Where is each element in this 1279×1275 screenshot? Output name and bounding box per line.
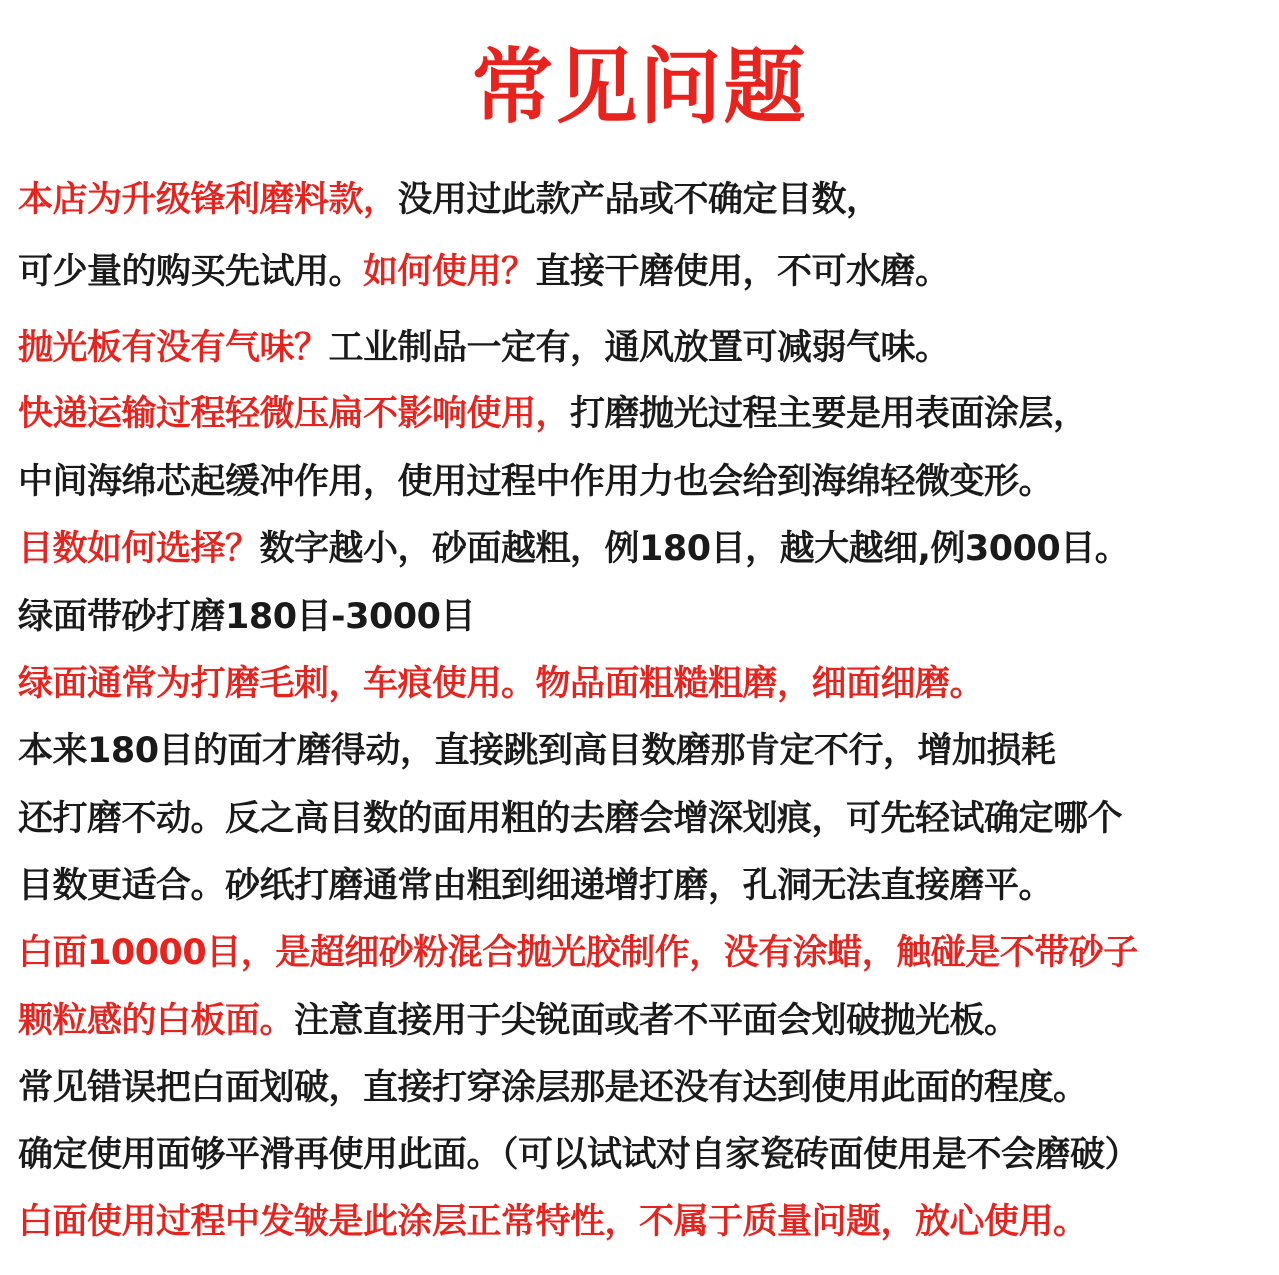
body-text: 还打磨不动。反之高目数的面用粗的去磨会增深划痕，可先轻试确定哪个 — [18, 799, 1123, 839]
faq-line — [18, 457, 1273, 507]
page-title: 常见问题 — [471, 40, 808, 135]
answer-text: 直接干磨使用，不可水磨。 — [535, 252, 950, 292]
body-text: 可少量的购买先试用。 — [18, 252, 364, 292]
faq-line — [18, 726, 1273, 776]
body-text: 绿面带砂打磨180目-3000目 — [18, 597, 475, 637]
body-text: 常见错误把白面划破，直接打穿涂层那是还没有达到使用此面的程度。 — [18, 1068, 1088, 1108]
faq-line — [18, 1063, 1273, 1113]
faq-line — [18, 1130, 1273, 1180]
answer-text: 数字越小，砂面越粗，例180目，越大越细,例3000目。 — [259, 529, 1130, 569]
highlight-text: 本店为升级锋利磨料款， — [18, 180, 398, 220]
question-text: 如何使用？ — [363, 252, 536, 292]
faq-line — [18, 1197, 1273, 1247]
highlight-text: 颗粒感的白板面。 — [18, 1001, 295, 1041]
body-text: 注意直接用于尖锐面或者不平面会划破抛光板。 — [294, 1001, 1019, 1041]
highlight-text: 白面使用过程中发皱是此涂层正常特性，不属于质量问题，放心使用。 — [18, 1202, 1088, 1242]
highlight-text: 白面10000目，是超细砂粉混合抛光胶制作，没有涂蜡，触碰是不带砂子 — [18, 933, 1138, 973]
body-text: 没用过此款产品或不确定目数， — [397, 180, 881, 220]
faq-line — [18, 175, 1273, 225]
faq-line — [18, 928, 1273, 978]
body-text: 确定使用面够平滑再使用此面。（可以试试对自家瓷砖面使用是不会磨破） — [18, 1135, 1140, 1175]
highlight-text: 绿面通常为打磨毛刺，车痕使用。物品面粗糙粗磨，细面细磨。 — [18, 664, 985, 704]
faq-line — [18, 861, 1273, 911]
faq-line — [18, 996, 1273, 1046]
answer-text: 工业制品一定有，通风放置可减弱气味。 — [328, 328, 950, 368]
question-text: 抛光板有没有气味？ — [18, 328, 329, 368]
faq-line — [18, 659, 1273, 709]
question-text: 目数如何选择？ — [18, 529, 260, 569]
faq-line — [18, 794, 1273, 844]
faq-line — [18, 592, 1273, 642]
faq-line — [18, 389, 1273, 439]
highlight-text: 快递运输过程轻微压扁不影响使用， — [18, 394, 571, 434]
body-text: 中间海绵芯起缓冲作用，使用过程中作用力也会给到海绵轻微变形。 — [18, 462, 1054, 502]
body-text: 本来180目的面才磨得动，直接跳到高目数磨那肯定不行，增加损耗 — [18, 731, 1056, 771]
body-text: 目数更适合。砂纸打磨通常由粗到细递增打磨，孔洞无法直接磨平。 — [18, 866, 1054, 906]
faq-line — [18, 524, 1273, 574]
faq-line — [18, 247, 1273, 297]
body-text: 打磨抛光过程主要是用表面涂层， — [570, 394, 1088, 434]
faq-line — [18, 323, 1273, 373]
